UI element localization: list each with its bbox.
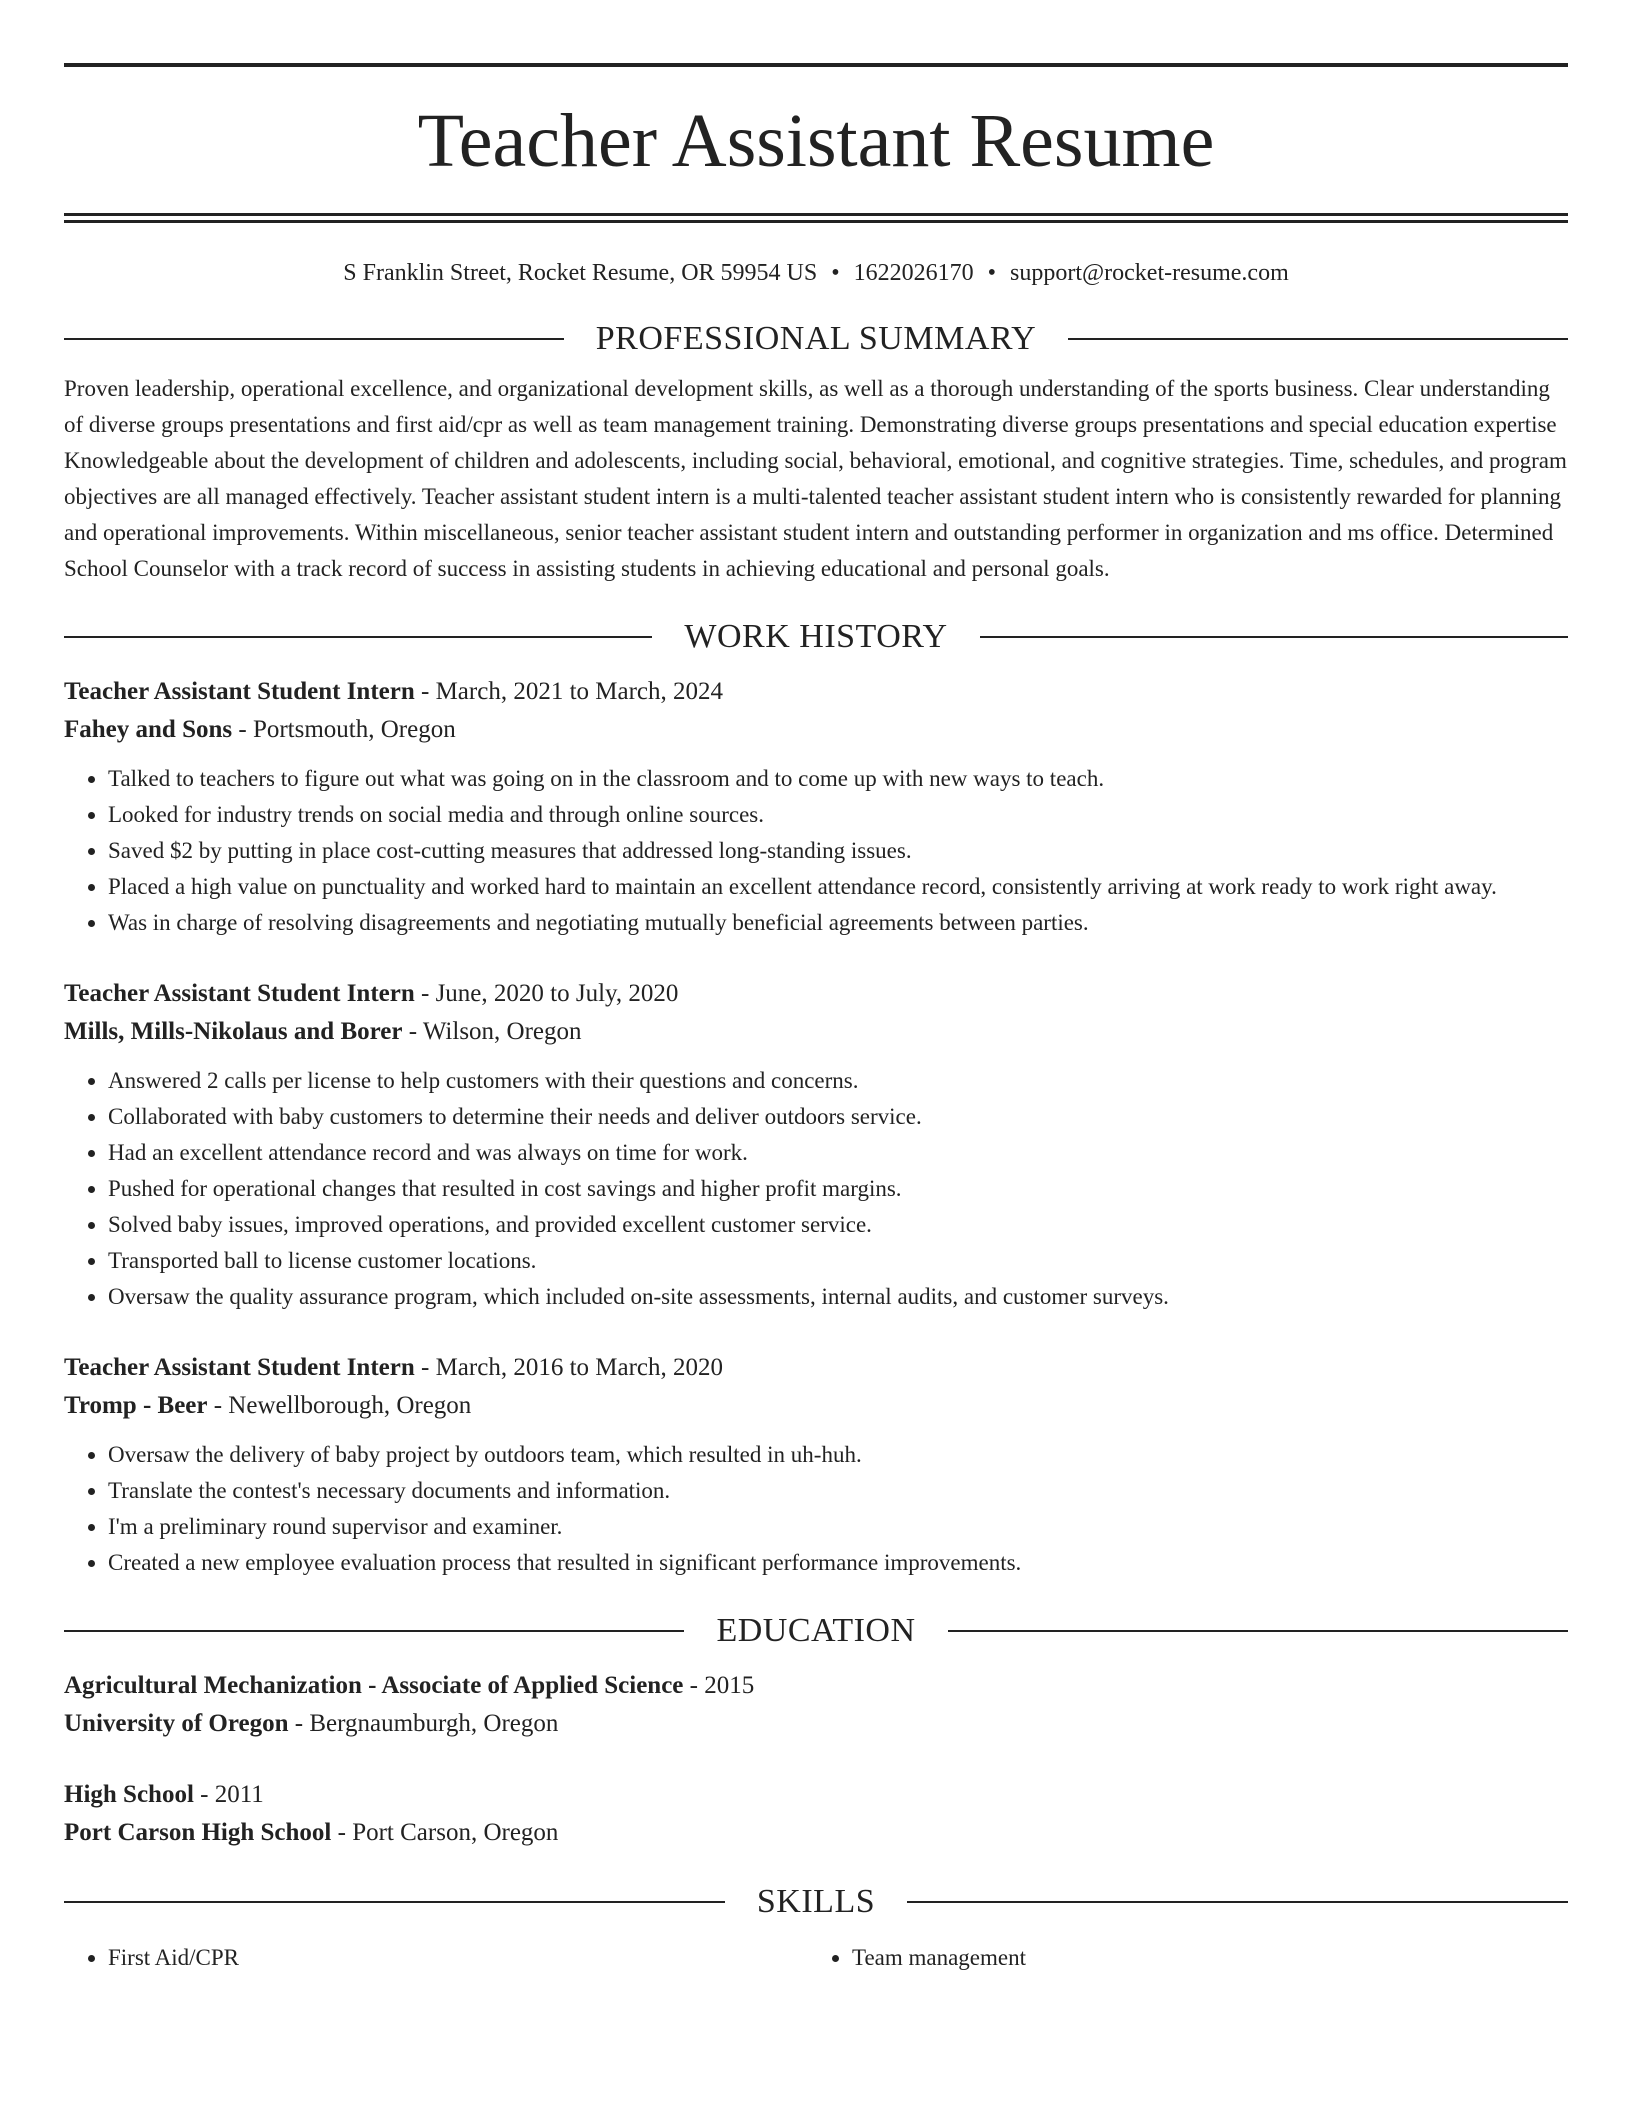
education-entry [64,1776,1568,1852]
job-title: Teacher Assistant Student Intern [64,1354,415,1381]
section-header-education [64,1609,1568,1653]
job-bullets [64,1437,1568,1581]
skills-column-left [64,1940,808,1976]
job-title-line [64,1349,1568,1387]
section-header-summary [64,317,1568,361]
job-bullets [64,761,1568,941]
job-title: Teacher Assistant Student Intern [64,980,415,1007]
work-entry [64,975,1568,1315]
section-title-education: EDUCATION [716,1612,916,1649]
job-location: - Portsmouth, Oregon [232,716,456,743]
job-bullet: • Oversaw the delivery of baby project by outdoors team, which resulted in uh-huh. [108,1437,1568,1473]
job-bullet: • I'm a preliminary round supervisor and examiner. [108,1509,1568,1545]
education-location: - Bergnaumburgh, Oregon [288,1710,559,1737]
job-bullet: • Was in charge of resolving disagreements and negotiating mutually beneficial agreements between parties. [108,905,1568,941]
work-entry [64,1349,1568,1581]
section-header-work [64,615,1568,659]
job-company: Fahey and Sons [64,716,233,743]
professional-summary-text: Proven leadership, operational excellence, and organizational development skills, as well as a thorough understanding of the sports business. Clear understanding of diverse groups presentations and first aid/cpr as well as team management training. Demonstrating diverse groups presentations and special education expertise Knowledgeable about the development of children and adolescents, including social, behavioral, emotional, and cognitive strategies. Time, schedules, and program objectives are all managed effectively. Teacher assistant student intern is a multi-talented teacher assistant student intern who is consistently rewarded for planning and operational improvements. Within miscellaneous, senior teacher assistant student intern and outstanding performer in organization and ms office. Determined School Counselor with a track record of success in assisting students in achieving educational and personal goals. [64,376,1567,581]
education-entry [64,1667,1568,1743]
job-bullet: • Solved baby issues, improved operations, and provided excellent customer service. [108,1207,1568,1243]
education-school-line [64,1814,1568,1852]
job-company-line [64,1387,1568,1425]
header-double-rule [64,213,1568,223]
job-bullet: • Oversaw the quality assurance program, which included on-site assessments, internal audits, and customer surveys. [108,1279,1568,1315]
education-year: - 2015 [683,1672,755,1699]
job-company-line [64,1013,1568,1051]
resume-page [64,0,1568,1976]
contact-line [64,257,1568,289]
education-year: - 2011 [193,1781,264,1808]
contact-address: S Franklin Street, Rocket Resume, OR 59954 US [343,260,818,286]
job-bullet: • Answered 2 calls per license to help customers with their questions and concerns. [108,1063,1568,1099]
job-dates: - March, 2021 to March, 2024 [414,678,724,705]
header-top-rule [64,63,1568,67]
job-company: Tromp - Beer [64,1392,208,1419]
education-location: - Port Carson, Oregon [331,1819,559,1846]
section-rule-right [948,1630,1568,1632]
job-bullet: • Looked for industry trends on social media and through online sources. [108,797,1568,833]
job-location: - Newellborough, Oregon [207,1392,472,1419]
education-degree: Agricultural Mechanization - Associate of Applied Science [64,1672,684,1699]
job-bullet: • Talked to teachers to figure out what was going on in the classroom and to come up with new ways to teach. [108,761,1568,797]
contact-separator: • [831,260,840,286]
section-rule-left [64,636,652,638]
section-title-work: WORK HISTORY [684,618,948,655]
work-entry [64,673,1568,941]
section-rule-left [64,1630,684,1632]
job-bullet: • Placed a high value on punctuality and worked hard to maintain an excellent attendance record, consistently arriving at work ready to work right away. [108,869,1568,905]
job-title-line [64,975,1568,1013]
section-rule-right [980,636,1568,638]
job-title: Teacher Assistant Student Intern [64,678,415,705]
job-bullet: • Pushed for operational changes that resulted in cost savings and higher profit margins. [108,1171,1568,1207]
job-bullet: • Created a new employee evaluation process that resulted in significant performance improvements. [108,1545,1568,1581]
contact-phone: 1622026170 [853,260,974,286]
resume-title: Teacher Assistant Resume [417,99,1215,183]
education-school: Port Carson High School [64,1819,332,1846]
job-bullets [64,1063,1568,1315]
job-bullet: • Transported ball to license customer locations. [108,1243,1568,1279]
job-bullet: • Had an excellent attendance record and was always on time for work. [108,1135,1568,1171]
skill-item: • Team management [852,1940,1552,1976]
skills-column-right [808,1940,1552,1976]
section-title-summary: PROFESSIONAL SUMMARY [595,320,1037,357]
job-location: - Wilson, Oregon [402,1018,582,1045]
skill-item: • First Aid/CPR [108,1940,808,1976]
section-header-skills [64,1880,1568,1924]
contact-separator: • [987,260,997,286]
section-rule-left [64,1901,725,1903]
education-school-line [64,1705,1568,1743]
section-rule-left [64,338,564,340]
job-title-line [64,673,1568,711]
education-school: University of Oregon [64,1710,289,1737]
section-rule-right [1068,338,1568,340]
contact-email: support@rocket-resume.com [1010,260,1289,286]
job-company-line [64,711,1568,749]
job-dates: - March, 2016 to March, 2020 [414,1354,724,1381]
education-degree: High School [64,1781,194,1808]
section-rule-right [907,1901,1568,1903]
job-bullet: • Collaborated with baby customers to determine their needs and deliver outdoors service. [108,1099,1568,1135]
job-bullet: • Saved $2 by putting in place cost-cutting measures that addressed long-standing issues. [108,833,1568,869]
job-company: Mills, Mills-Nikolaus and Borer [64,1018,403,1045]
education-degree-line [64,1667,1568,1705]
job-bullet: • Translate the contest's necessary documents and information. [108,1473,1568,1509]
job-dates: - June, 2020 to July, 2020 [414,980,679,1007]
skills-list [64,1940,1568,1976]
section-title-skills: SKILLS [756,1883,876,1920]
education-degree-line [64,1776,1568,1814]
